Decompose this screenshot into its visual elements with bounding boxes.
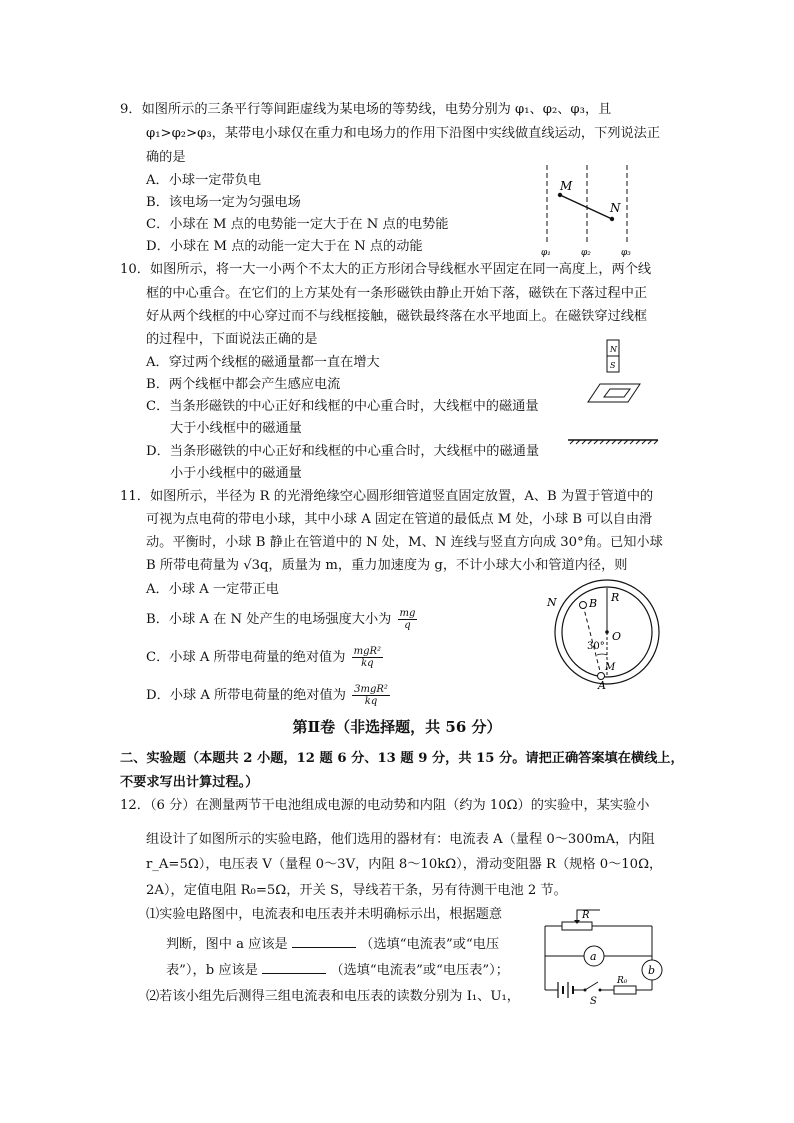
q11-label-r: R	[611, 591, 620, 604]
q10-line-1: 10．如图所示，将一大一小两个不太大的正方形闭合导线框水平固定在同一高度上，两个线	[120, 262, 652, 277]
q9-label-phi3: φ₃	[621, 248, 631, 258]
q12-part1-prompt-b: 表”），b 应该是	[166, 963, 258, 978]
q11-option-b-denominator: q	[404, 620, 411, 631]
q12-part1-line-3	[166, 959, 509, 981]
q12-line-2: 组设计了如图所示的实验电路，他们选用的器材有：电流表 A（量程 0～300mA，内阻	[146, 832, 655, 847]
q9-option-b: B．该电场一定为匀强电场	[146, 195, 301, 210]
q12-circuit-figure	[540, 902, 670, 1007]
q11-option-c-text: C．小球 A 所带电荷量的绝对值为	[146, 650, 346, 665]
section2-line-2: 不要求写出计算过程。）	[120, 775, 259, 790]
q11-option-d-denominator: kq	[364, 696, 378, 707]
q11-label-n: N	[547, 596, 557, 609]
q12-part2-line: ⑵若该小组先后测得三组电流表和电压表的读数分别为 I₁、U₁，	[146, 989, 520, 1004]
q12-line-3: r_A=5Ω），电压表 V（量程 0～3V，内阻 8～10kΩ），滑动变阻器 R（规格 0～10Ω，	[146, 857, 663, 872]
q11-option-a: A．小球 A 一定带正电	[146, 582, 279, 597]
q11-line-1: 11．如图所示，半径为 R 的光滑绝缘空心圆形细管道竖直固定放置，A、B 为置于管道中的	[120, 489, 654, 504]
q11-line-3: 动。平衡时，小球 B 静止在管道中的 N 处，M、N 连线与竖直方向成 30°角。已知小球	[146, 535, 663, 550]
q10-magnet-s: S	[610, 361, 616, 370]
q11-ring-figure	[545, 585, 665, 690]
q11-line-2: 可视为点电荷的带电小球，其中小球 A 固定在管道的最低点 M 处，小球 B 可以自由滑	[146, 512, 653, 527]
answer-blank-b[interactable]	[262, 959, 326, 974]
q10-line-2: 框的中心重合。在它们的上方某处有一条形磁铁由静止开始下落，磁铁在下落过程中正	[146, 286, 648, 301]
q11-option-b	[146, 608, 419, 631]
q12-part1-prompt-a: 判断，图中 a 应该是	[166, 937, 288, 952]
q11-option-d-numerator: 3mgR²	[354, 684, 388, 695]
q11-label-o: O	[612, 630, 622, 643]
q9-label-m: M	[560, 179, 573, 193]
q11-option-c-denominator: kq	[361, 658, 374, 669]
q12-meter-a: a	[590, 950, 597, 963]
q10-option-c-line-2: 大于小线框中的磁通量	[170, 421, 302, 436]
q11-label-a: A	[598, 679, 606, 692]
q11-option-b-numerator: mg	[399, 608, 416, 619]
q9-line-1: 9．如图所示的三条平行等间距虚线为某电场的等势线，电势分别为 φ₁、φ₂、φ₃，且	[120, 102, 612, 117]
answer-blank-a[interactable]	[292, 933, 356, 948]
q11-label-m: M	[605, 662, 616, 673]
q11-line-4: B 所带电荷量为 √3q，质量为 m，重力加速度为 g，不计小球大小和管道内径，则	[146, 558, 628, 573]
q12-line-4: 2A），定值电阻 R₀=5Ω，开关 S，导线若干条，另有待测干电池 2 节。	[146, 883, 567, 898]
q11-option-c-fraction	[352, 646, 383, 669]
q10-option-c-line-1: C．当条形磁铁的中心正好和线框的中心重合时，大线框中的磁通量	[146, 399, 539, 414]
q11-option-d-fraction	[352, 684, 390, 707]
q9-label-n: N	[610, 201, 621, 215]
q10-option-b: B．两个线框中都会产生感应电流	[146, 377, 341, 392]
q9-line-2: φ₁>φ₂>φ₃，某带电小球仅在重力和电场力的作用下沿图中实线做直线运动，下列说法正	[146, 126, 661, 141]
q11-option-d	[146, 684, 392, 707]
q10-magnet-frame-figure	[560, 340, 670, 452]
q10-line-4: 的过程中，下面说法正确的是	[146, 332, 318, 347]
q12-part1-choice-a: （选填“电流表”或“电压	[360, 937, 500, 952]
q12-part1-line-1: ⑴实验电路图中，电流表和电压表并未明确标示出，根据题意	[146, 907, 503, 922]
q10-line-3: 好从两个线框的中心穿过而不与线框接触，磁铁最终落在水平地面上。在磁铁穿过线框	[146, 309, 648, 324]
q11-label-angle: 30°	[587, 641, 605, 652]
q9-option-d: D．小球在 M 点的动能一定大于在 N 点的动能	[146, 239, 423, 254]
q12-part1-line-2	[166, 933, 499, 955]
section2-line-1: 二、实验题（本题共 2 小题，12 题 6 分、13 题 9 分，共 15 分。请把正确答案填在横线上，	[120, 751, 684, 766]
q12-line-1: 12．（6 分）在测量两节干电池组成电源的电动势和内阻（约为 10Ω）的实验中，某实验小	[120, 798, 650, 813]
q10-option-a: A．穿过两个线框的磁通量都一直在增大	[146, 355, 380, 370]
q11-label-b: B	[589, 597, 598, 610]
q11-option-d-text: D．小球 A 所带电荷量的绝对值为	[146, 688, 346, 703]
q9-label-phi2: φ₂	[581, 248, 591, 258]
q9-label-phi1: φ₁	[541, 248, 551, 258]
q12-label-r0: R₀	[617, 976, 628, 986]
q12-label-r: R	[582, 910, 590, 921]
q9-option-c: C．小球在 M 点的电势能一定大于在 N 点的电势能	[146, 217, 449, 232]
part2-title: 第Ⅱ卷（非选择题，共 56 分）	[292, 718, 502, 736]
q12-label-s: S	[590, 996, 597, 1007]
q11-option-c	[146, 646, 385, 669]
q10-option-d-line-2: 小于小线框中的磁通量	[170, 466, 302, 481]
q12-meter-b: b	[648, 964, 656, 977]
q10-magnet-n: N	[610, 345, 617, 354]
q11-option-b-text: B．小球 A 在 N 处产生的电场强度大小为	[146, 612, 392, 627]
q11-option-c-numerator: mgR²	[353, 646, 382, 657]
q9-line-3: 确的是	[146, 150, 186, 165]
q9-equipotential-figure	[530, 165, 650, 260]
q10-option-d-line-1: D．当条形磁铁的中心正好和线框的中心重合时，大线框中的磁通量	[146, 444, 540, 459]
q9-option-a: A．小球一定带负电	[146, 173, 262, 188]
q12-part1-choice-b: （选填“电流表”或“电压表”）；	[330, 963, 509, 978]
q11-option-b-fraction	[398, 608, 418, 631]
